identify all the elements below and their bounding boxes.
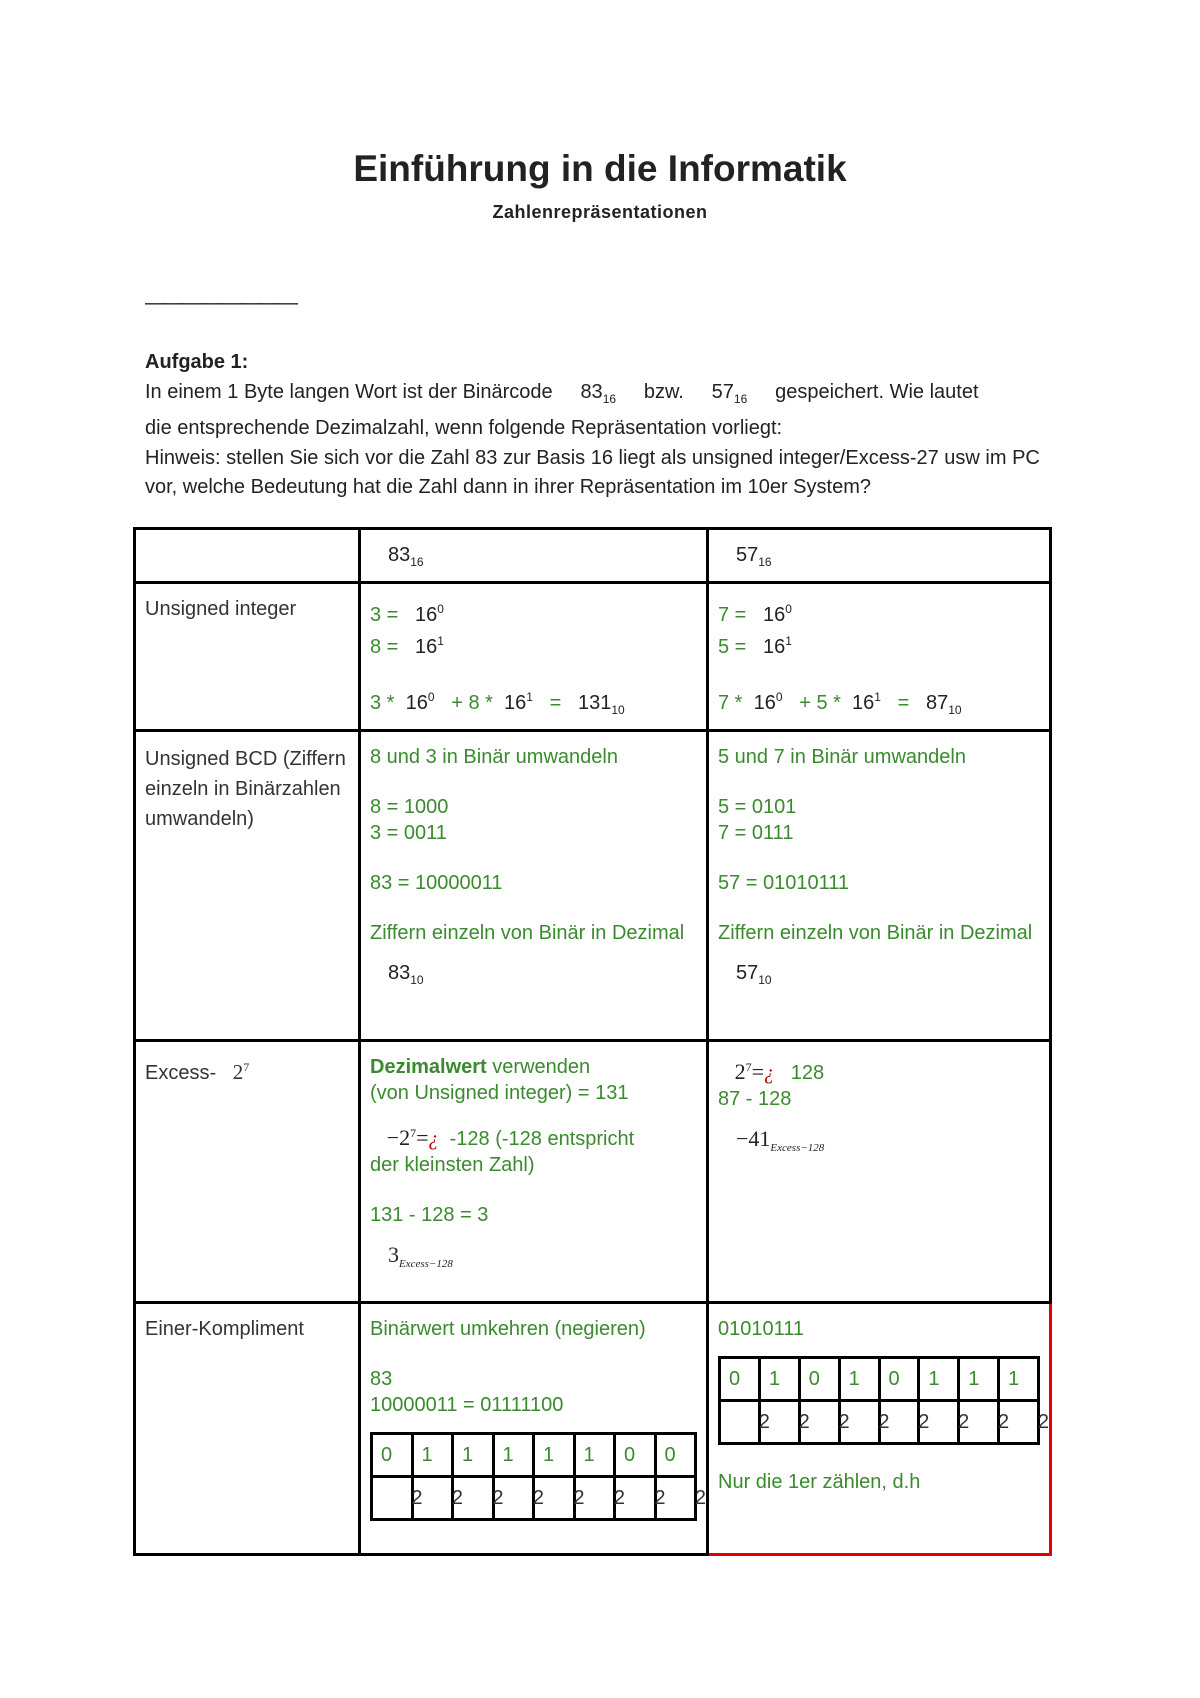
power-cell: 2 [799,1401,839,1444]
task-line-2: die entsprechende Dezimalzahl, wenn folgende Repräsentation vorliegt: [145,417,783,439]
hex-value-a: $83_{16}$ [580,380,617,406]
table-header-row [135,529,1051,583]
einer-cell-b: 01010111 0 1 0 1 0 1 1 1 2 2 2 2 2 2 2 2 Nur die 1er zählen, d.h [708,1303,1051,1555]
power-cell: 2 [999,1401,1039,1444]
header-cell-b: $57_{16}$ [708,529,1051,583]
task-text: gespeichert. Wie lautet [775,380,979,403]
bit-cell: 1 [534,1434,575,1477]
page-title: Einführung in die Informatik [353,148,847,189]
power-cell: 2 [615,1477,656,1520]
separator-line: ———————— [145,292,297,314]
bit-cell: 0 [799,1358,839,1401]
row-label-unsigned-bcd: Unsigned BCD (Ziffern einzeln in Binärzahlen umwandeln) [135,731,360,1041]
task-text: In einem 1 Byte langen Wort ist der Binärcode [145,380,553,403]
unsigned-integer-cell-a: 3 = $16^0$ 8 = $16^1$ $3 * 16^0$ + $8 * 16^1$ = $131_{10}$ [360,583,708,731]
bit-cell: 1 [999,1358,1039,1401]
row-label-einer-kompliment: Einer-Kompliment [135,1303,360,1555]
solution-table [133,527,1052,1556]
power-cell: 2 [879,1401,919,1444]
bit-cell: 1 [959,1358,999,1401]
empty-header-cell [135,529,360,583]
task-line-1 [145,378,1045,415]
bit-table-a [370,1432,706,1521]
bit-cell: 1 [574,1434,615,1477]
hex-value-b: $57_{16}$ [711,380,748,406]
bit-cell: 0 [372,1434,413,1477]
task-bzw: bzw. [643,380,684,403]
row-label-excess: Excess- $2^7$ [135,1041,360,1303]
bit-cell: 1 [453,1434,494,1477]
bit-cell: 0 [615,1434,656,1477]
bit-cell: 0 [720,1358,760,1401]
unsigned-integer-cell-b: 7 = $16^0$ 5 = $16^1$ $7 * 16^0$ + $5 * 16^1$ = $87_{10}$ [708,583,1051,731]
bit-cell: 0 [655,1434,696,1477]
power-cell: 2 [839,1401,879,1444]
power-cell: 2 [655,1477,696,1520]
power-cell: 2 [919,1401,959,1444]
power-cell: 2 [759,1401,799,1444]
power-cell: 2 [412,1477,453,1520]
table-row [135,1303,1051,1555]
bit-cell: 1 [919,1358,959,1401]
excess-cell-a: Dezimalwert verwenden (von Unsigned integer) = 131 $-2^7=¿$ -128 (-128 entspricht der kleinsten Zahl) 131 - 128 = 3 $3_{Excess-128}$ [360,1041,708,1303]
power-cell: 2 [534,1477,575,1520]
bit-cell: 1 [839,1358,879,1401]
task-hint: Hinweis: stellen Sie sich vor die Zahl 83 zur Basis 16 liegt als unsigned integer/Excess-27 usw im PC vor, welche Bedeutung hat die Zahl dann in ihrer Repräsentation im 10er System? [145,446,1040,498]
task-description [145,348,1045,503]
table-row [135,583,1051,731]
task-heading: Aufgabe 1: [145,351,249,373]
page-subtitle: Zahlenrepräsentationen [492,202,708,222]
header-cell-a: $83_{16}$ [360,529,708,583]
table-row [135,731,1051,1041]
bcd-cell-b: 5 und 7 in Binär umwandeln 5 = 0101 7 = 0111 57 = 01010111 Ziffern einzeln von Binär in Dezimal $57_{10}$ [708,731,1051,1041]
note-text: Nur die 1er zählen, d.h [718,1471,921,1493]
power-cell: 2 [372,1477,413,1520]
bcd-cell-a: 8 und 3 in Binär umwandeln 8 = 1000 3 = 0011 83 = 10000011 Ziffern einzeln von Binär in Dezimal $83_{10}$ [360,731,708,1041]
excess-cell-b: $2^7=¿$ 128 87 - 128 $-41_{Excess-128}$ [708,1041,1051,1303]
table-row [135,1041,1051,1303]
einer-cell-a: Binärwert umkehren (negieren) 83 10000011 = 01111100 0 1 1 1 1 1 0 0 2 2 2 2 2 2 2 2 [360,1303,708,1555]
bit-cell: 1 [493,1434,534,1477]
bit-cell: 1 [759,1358,799,1401]
power-cell: 2 [574,1477,615,1520]
row-label-unsigned-integer: Unsigned integer [135,583,360,731]
power-cell: 2 [453,1477,494,1520]
bit-cell: 0 [879,1358,919,1401]
power-cell: 2 [720,1401,760,1444]
bit-cell: 1 [412,1434,453,1477]
power-cell: 2 [959,1401,999,1444]
power-cell: 2 [493,1477,534,1520]
